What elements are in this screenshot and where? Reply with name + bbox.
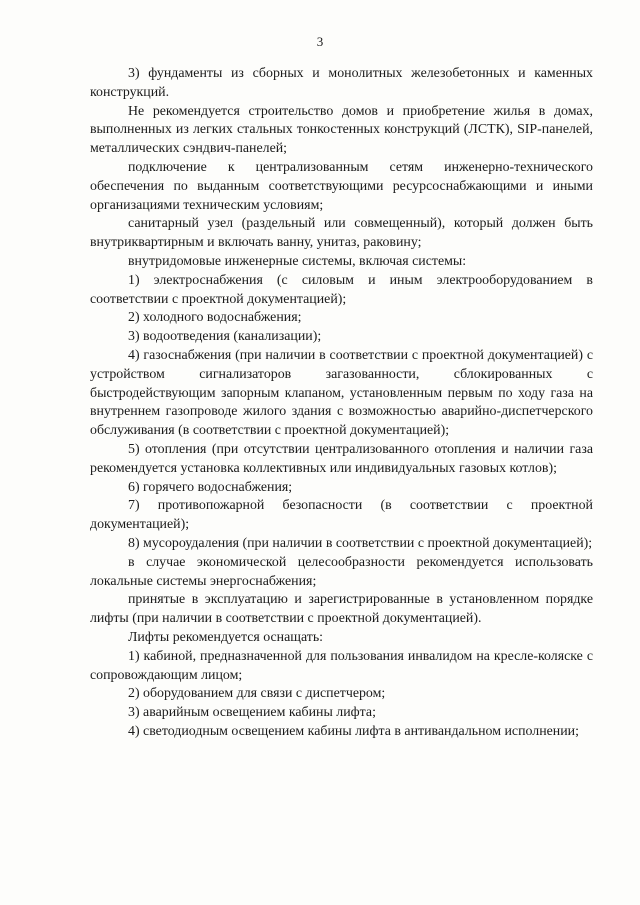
page-number: 3: [316, 34, 324, 49]
list-item-cold-water: 2) холодного водоснабжения;: [128, 310, 302, 326]
paragraph-elevator-equipment: Лифты рекомендуется оснащать:: [128, 629, 324, 645]
paragraph-engineering-systems: внутридомовые инженерные системы, включая системы:: [128, 253, 467, 269]
paragraph-utility-connection: подключение к централизованным сетям инженерно-технического обеспечения по выданным соответствующими ресурсоснабжающими и иными организациями техническим условиям;: [90, 159, 593, 213]
list-item-led-lighting: 4) светодиодным освещением кабины лифта в антивандальном исполнении;: [128, 723, 579, 739]
list-item-hot-water: 6) горячего водоснабжения;: [128, 479, 293, 495]
list-item-waste-removal: 8) мусороудаления (при наличии в соответствии с проектной документацией);: [128, 535, 593, 551]
list-item-heating: 5) отопления (при отсутствии централизованного отопления и наличии газа рекомендуется установка коллективных или индивидуальных газовых котлов);: [90, 441, 593, 476]
list-item-dispatcher-communication: 2) оборудованием для связи с диспетчером;: [128, 686, 386, 702]
paragraph-local-energy: в случае экономической целесообразности рекомендуется использовать локальные системы энергоснабжения;: [90, 554, 593, 589]
list-item-power-supply: 1) электроснабжения (с силовым и иным электрооборудованием в соответствии с проектной документацией);: [90, 272, 593, 307]
paragraph-elevators: принятые в эксплуатацию и зарегистрированные в установленном порядке лифты (при наличии в соответствии с проектной документацией).: [90, 592, 593, 627]
list-item-gas-supply: 4) газоснабжения (при наличии в соответствии с проектной документацией) с устройством сигнализаторов загазованности, сблокированных с быстродействующим запорным клапаном, установленным первым по ходу газа на внутреннем газопроводе жилого здания с возможностью аварийно-диспетчерского обслуживания (в соответствии с проектной документацией);: [90, 347, 593, 439]
paragraph-not-recommended-lstk: Не рекомендуется строительство домов и приобретение жилья в домах, выполненных из легких стальных тонкостенных конструкций (ЛСТК), SIP-панелей, металлических сэндвич-панелей;: [90, 103, 593, 157]
paragraph-sanitary-unit: санитарный узел (раздельный или совмещенный), который должен быть внутриквартирным и включать ванну, унитаз, раковину;: [90, 216, 593, 251]
list-item-fire-safety: 7) противопожарной безопасности (в соответствии с проектной документацией);: [90, 498, 593, 533]
list-item-drainage: 3) водоотведения (канализации);: [128, 329, 322, 345]
paragraph-foundations: 3) фундаменты из сборных и монолитных железобетонных и каменных конструкций.: [90, 66, 593, 100]
list-item-wheelchair-cabin: 1) кабиной, предназначенной для пользования инвалидом на кресле-коляске с сопровождающим лицом;: [90, 648, 593, 683]
list-item-emergency-lighting: 3) аварийным освещением кабины лифта;: [128, 705, 376, 721]
document-body: [90, 65, 593, 742]
